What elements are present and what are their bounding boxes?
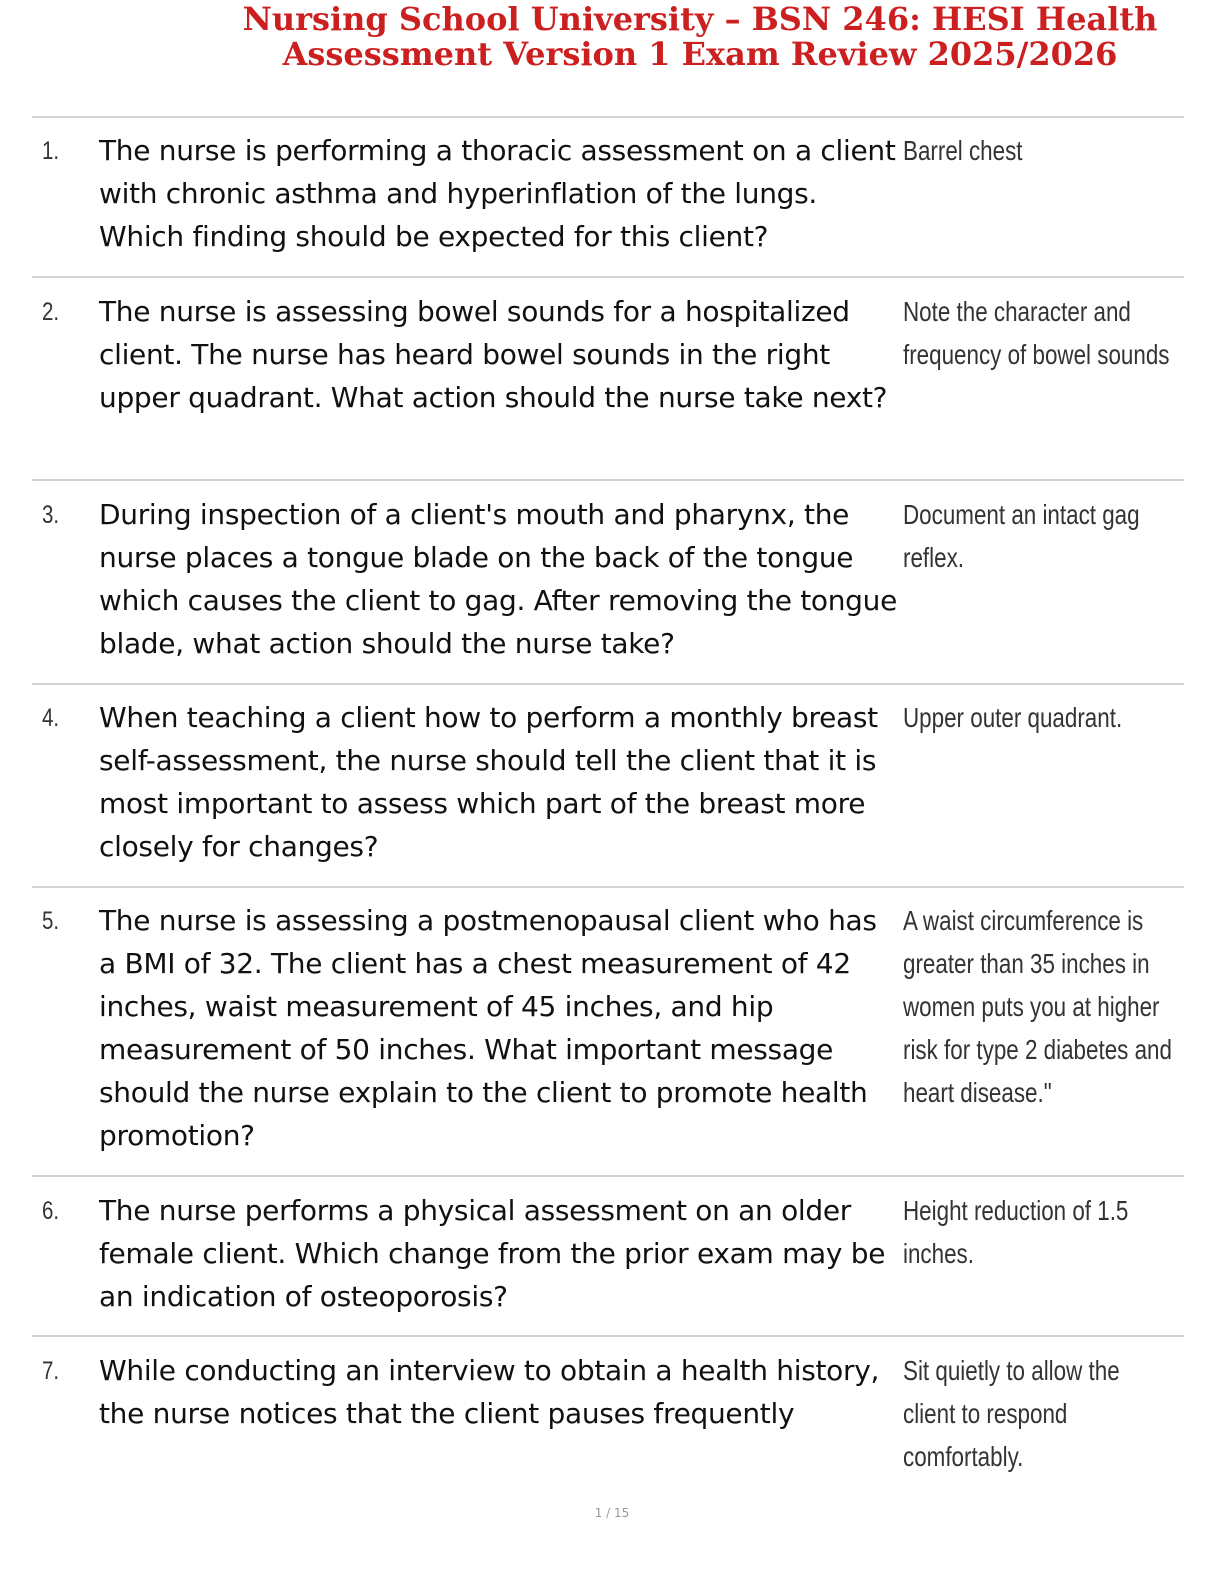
question-number: 4.	[42, 704, 60, 732]
question-text: When teaching a client how to perform a monthly breast self-assessment, the nurse should tell the client that it is most important to assess which part of the breast more closely for changes?	[99, 701, 878, 863]
divider	[32, 1335, 1184, 1337]
answer-text: Sit quietly to allow the client to respond comfortably.	[903, 1355, 1120, 1472]
answer-text: Upper outer quadrant.	[903, 702, 1123, 733]
question-number: 5.	[42, 907, 60, 935]
question-text: The nurse is performing a thoracic assessment on a client with chronic asthma and hyperinflation of the lungs. Which finding should be expected for this client?	[99, 134, 896, 253]
divider	[32, 886, 1184, 888]
question-text: The nurse is assessing bowel sounds for a hospitalized client. The nurse has heard bowel sounds in the right upper quadrant. What action should the nurse take next?	[99, 295, 888, 414]
question-number: 6.	[42, 1197, 60, 1225]
divider	[32, 1175, 1184, 1177]
question-number: 2.	[42, 298, 60, 326]
answer-text: Note the character and frequency of bowel sounds	[903, 296, 1170, 370]
answer-text: A waist circumference is greater than 35 inches in women puts you at higher risk for type 2 diabetes and heart disease."	[903, 905, 1172, 1108]
divider	[32, 479, 1184, 481]
page-indicator: 1 / 15	[594, 1506, 630, 1520]
divider	[32, 683, 1184, 685]
answer-text: Height reduction of 1.5 inches.	[903, 1195, 1129, 1269]
question-text: The nurse performs a physical assessment on an older female client. Which change from the prior exam may be an indication of osteoporosis?	[99, 1194, 886, 1313]
question-number: 7.	[42, 1357, 60, 1385]
document-title: Nursing School University – BSN 246: HESI Health Assessment Version 1 Exam Review 2025/2026	[242, 0, 1158, 73]
divider	[32, 276, 1184, 278]
question-text: During inspection of a client's mouth and pharynx, the nurse places a tongue blade on the back of the tongue which causes the client to gag. After removing the tongue blade, what action should the nurse take?	[99, 498, 898, 660]
answer-text: Document an intact gag reflex.	[903, 499, 1140, 573]
question-number: 3.	[42, 501, 60, 529]
question-number: 1.	[42, 137, 60, 165]
answer-text: Barrel chest	[903, 135, 1023, 166]
question-text: While conducting an interview to obtain a health history, the nurse notices that the client pauses frequently	[99, 1354, 880, 1430]
divider	[32, 116, 1184, 118]
question-text: The nurse is assessing a postmenopausal client who has a BMI of 32. The client has a chest measurement of 42 inches, waist measurement of 45 inches, and hip measurement of 50 inches. What important message should the nurse explain to the client to promote health promotion?	[99, 904, 877, 1152]
